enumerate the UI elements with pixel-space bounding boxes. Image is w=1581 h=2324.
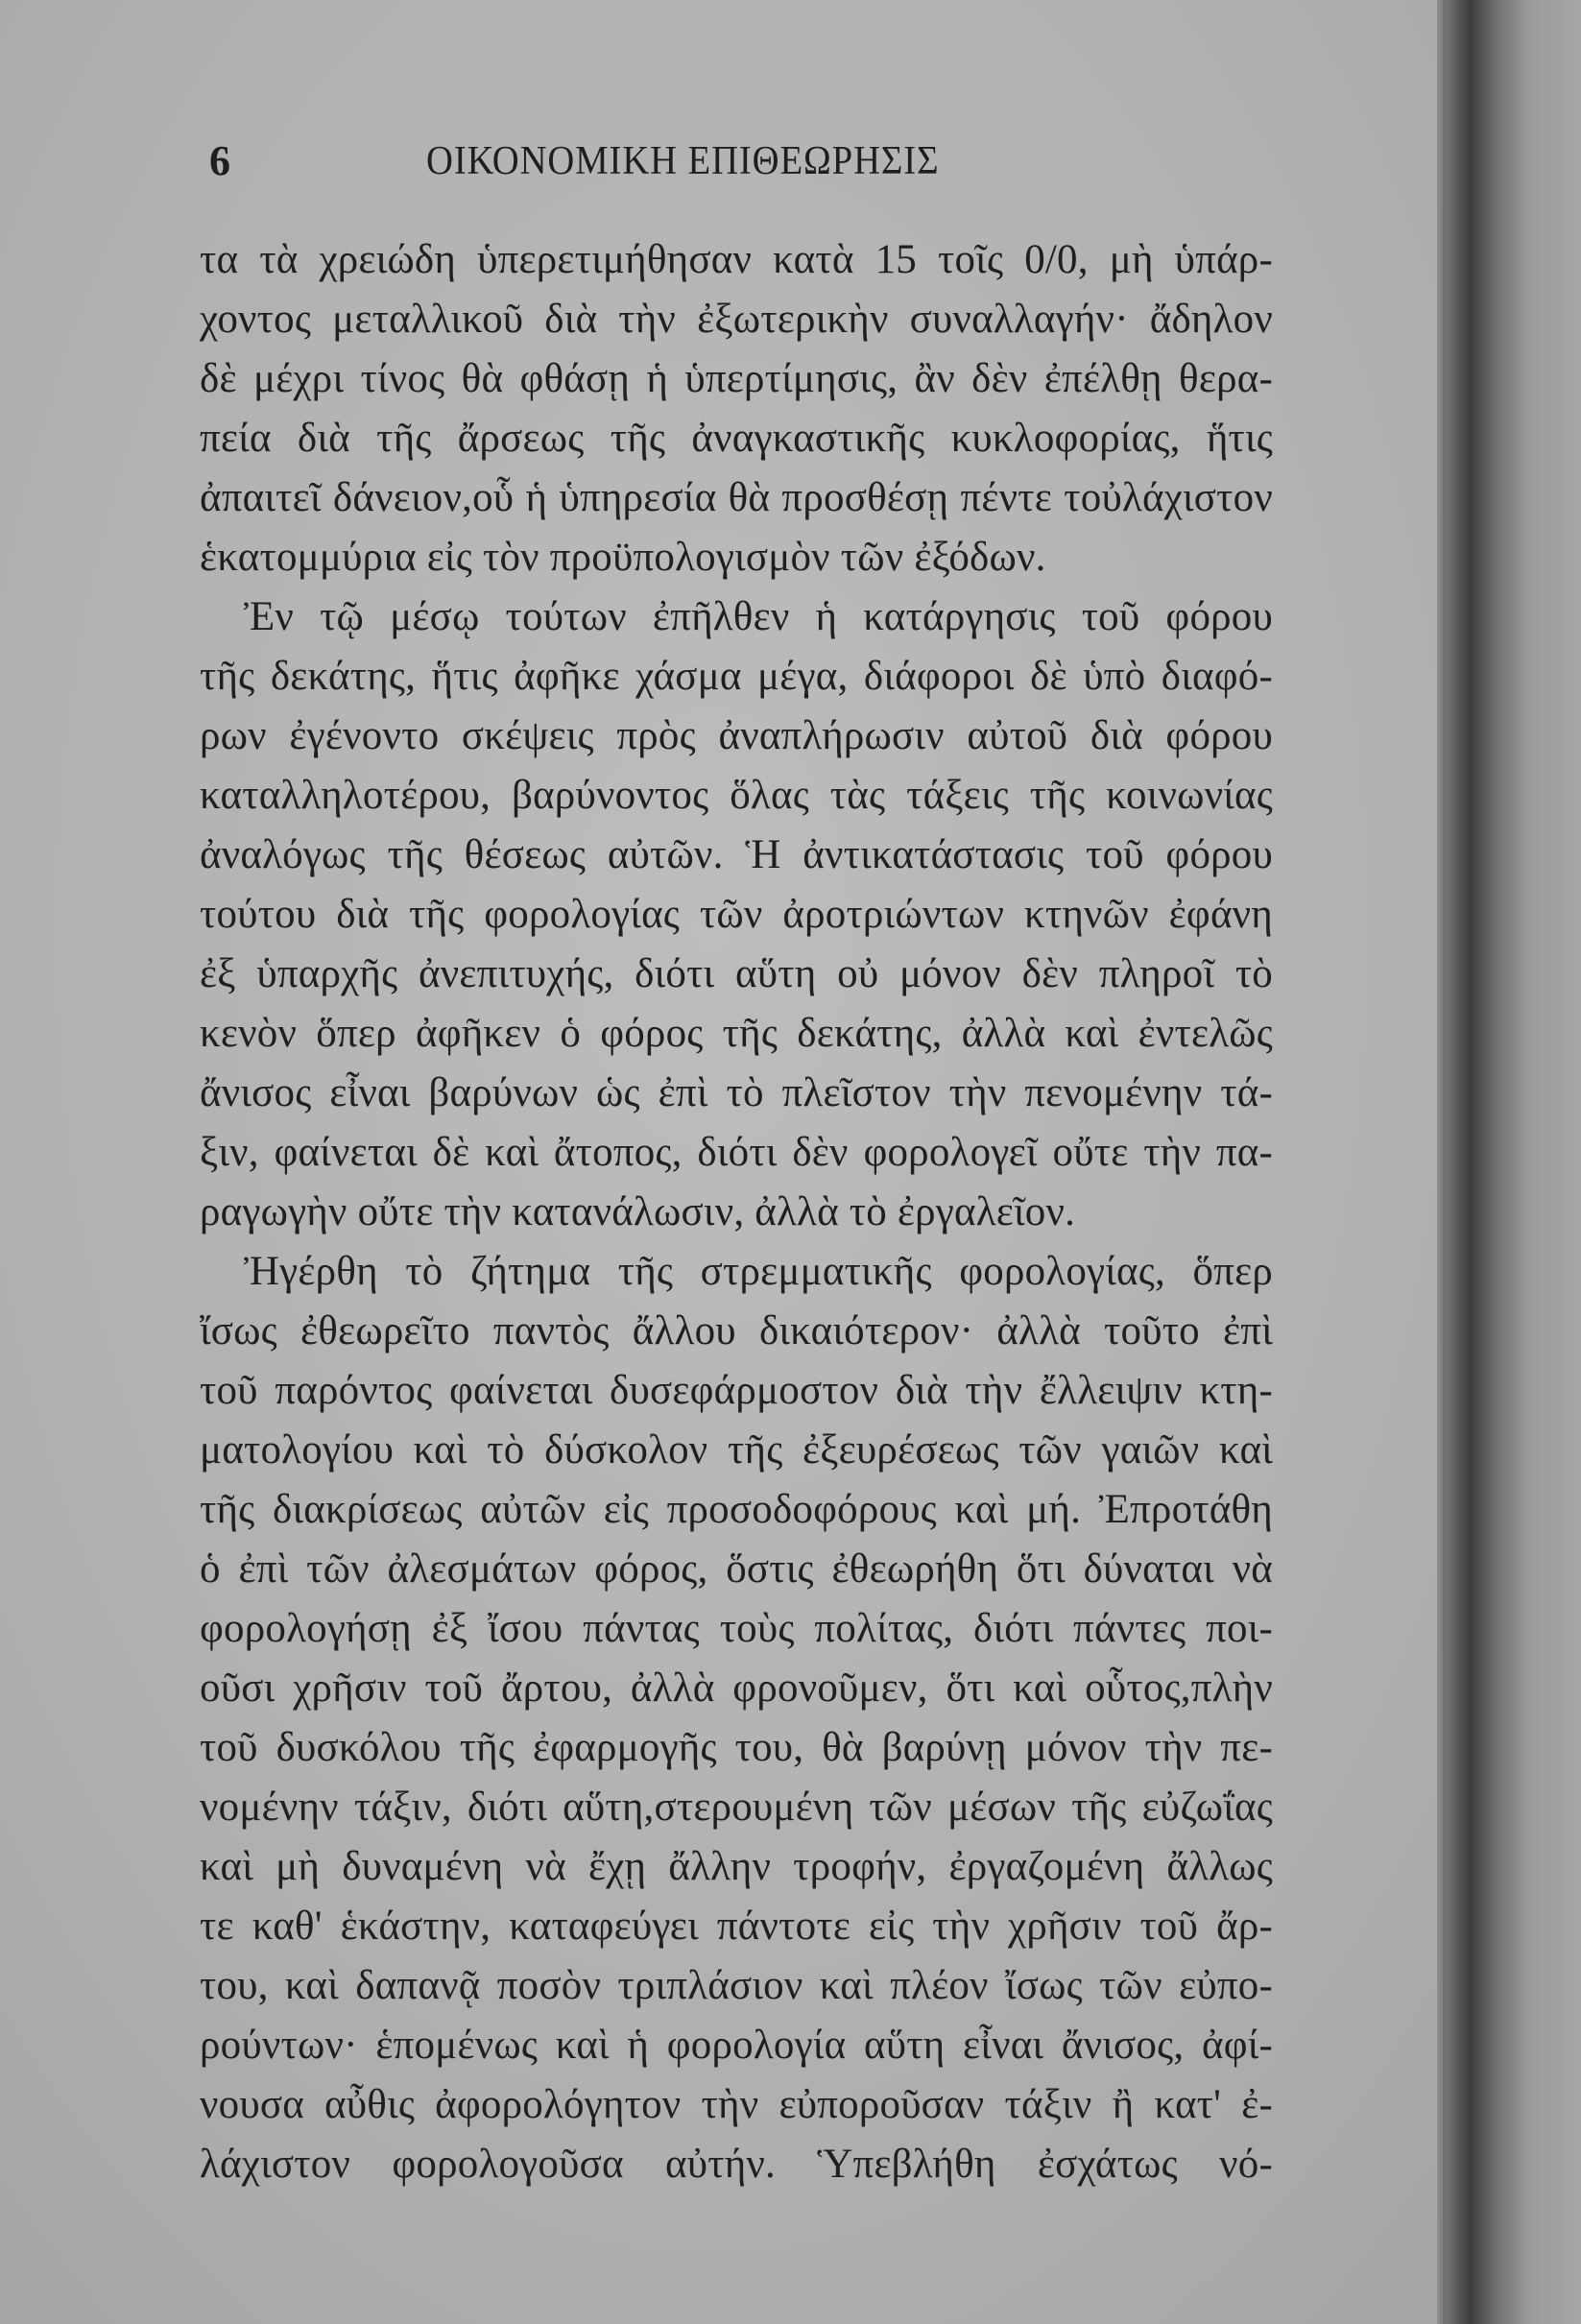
text-line: φορολογήσῃ ἐξ ἴσου πάντας τοὺς πολίτας, διότι πάντες ποι- [200,1606,1273,1651]
text-line: νουσα αὖθις ἀφορολόγητον τὴν εὐποροῦσαν τάξιν ἢ κατ' ἐ- [200,2082,1273,2127]
text-line: ἀπαιτεῖ δάνειον,οὗ ἡ ὑπηρεσία θὰ προσθέσῃ πέντε τοὐλάχιστον [200,475,1273,520]
text-line: ἐξ ὑπαρχῆς ἀνεπιτυχής, διότι αὕτη οὐ μόνον δὲν πληροῖ τὸ [200,951,1273,996]
text-line: τῆς δεκάτης, ἥτις ἀφῆκε χάσμα μέγα, διάφοροι δὲ ὑπὸ διαφό- [200,654,1273,699]
text-line: καὶ μὴ δυναμένη νὰ ἔχῃ ἄλλην τροφήν, ἐργαζομένη ἄλλως [200,1844,1273,1889]
text-line: τοῦ παρόντος φαίνεται δυσεφάρμοστον διὰ τὴν ἔλλειψιν κτη- [200,1368,1273,1413]
text-line: ἑκατομμύρια εἰς τὸν προϋπολογισμὸν τῶν ἐξόδων. [200,535,1046,580]
text-line: ἴσως ἐθεωρεῖτο παντὸς ἄλλου δικαιότερον· ἀλλὰ τοῦτο ἐπὶ [200,1308,1273,1354]
text-line: ξιν, φαίνεται δὲ καὶ ἄτοπος, διότι δὲν φορολογεῖ οὔτε τὴν πα- [200,1130,1273,1175]
text-line: κενὸν ὅπερ ἀφῆκεν ὁ φόρος τῆς δεκάτης, ἀλλὰ καὶ ἐντελῶς [200,1011,1273,1056]
page-header [209,132,1284,190]
text-line: του, καὶ δαπανᾷ ποσὸν τριπλάσιον καὶ πλέον ἴσως τῶν εὐπο- [200,1963,1273,2008]
text-line: νομένην τάξιν, διότι αὕτη,στερουμένη τῶν μέσων τῆς εὐζωΐας [200,1785,1273,1830]
text-line: ἀναλόγως τῆς θέσεως αὐτῶν. Ἡ ἀντικατάστασις τοῦ φόρου [200,832,1273,877]
text-line: ραγωγὴν οὔτε τὴν κατανάλωσιν, ἀλλὰ τὸ ἐργαλεῖον. [200,1189,1076,1234]
text-line: ἄνισος εἶναι βαρύνων ὡς ἐπὶ τὸ πλεῖστον τὴν πενομένην τά- [200,1070,1273,1115]
text-line: τα τὰ χρειώδη ὑπερετιμήθησαν κατὰ 15 τοῖς 0/0, μὴ ὑπάρ- [200,237,1273,282]
page-number: 6 [209,137,230,184]
text-line: χοντος μεταλλικοῦ διὰ τὴν ἐξωτερικὴν συναλλαγήν· ἄδηλον [200,297,1273,342]
text-line: ρων ἐγένοντο σκέψεις πρὸς ἀναπλήρωσιν αὐτοῦ διὰ φόρου [200,713,1273,758]
text-line: πεία διὰ τῆς ἄρσεως τῆς ἀναγκαστικῆς κυκλοφορίας, ἥτις [200,416,1273,461]
text-line: οῦσι χρῆσιν τοῦ ἄρτου, ἀλλὰ φρονοῦμεν, ὅτι καὶ οὗτος,πλὴν [200,1665,1273,1711]
text-line: τοῦ δυσκόλου τῆς ἐφαρμογῆς του, θὰ βαρύνῃ μόνον τὴν πε- [200,1725,1273,1770]
text-line: καταλληλοτέρου, βαρύνοντος ὅλας τὰς τάξεις τῆς κοινωνίας [200,773,1273,818]
running-head: ΟΙΚΟΝΟΜΙΚΗ ΕΠΙΘΕΩΡΗΣΙΣ [426,139,940,183]
page-binding-shadow [1437,0,1581,2324]
text-line: τῆς διακρίσεως αὐτῶν εἰς προσοδοφόρους καὶ μή. Ἐπροτάθη [200,1487,1273,1532]
text-line: δὲ μέχρι τίνος θὰ φθάσῃ ἡ ὑπερτίμησις, ἂν δὲν ἐπέλθῃ θερα- [200,356,1273,401]
body-text [200,230,1273,2194]
text-line: ὁ ἐπὶ τῶν ἀλεσμάτων φόρος, ὅστις ἐθεωρήθη ὅτι δύναται νὰ [200,1546,1273,1592]
text-line: λάχιστον φορολογοῦσα αὐτήν. Ὑπεβλήθη ἐσχάτως νό- [200,2142,1273,2187]
text-line: Ἐν τῷ μέσῳ τούτων ἐπῆλθεν ἡ κατάργησις τοῦ φόρου [244,594,1273,639]
text-line: ματολογίου καὶ τὸ δύσκολον τῆς ἐξευρέσεως τῶν γαιῶν καὶ [200,1427,1273,1473]
text-line: τούτου διὰ τῆς φορολογίας τῶν ἀροτριώντων κτηνῶν ἐφάνη [200,892,1273,937]
text-line: Ἠγέρθη τὸ ζήτημα τῆς στρεμματικῆς φορολογίας, ὅπερ [244,1249,1273,1294]
text-line: ρούντων· ἑπομένως καὶ ἡ φορολογία αὕτη εἶναι ἄνισος, ἀφί- [200,2023,1273,2068]
text-line: τε καθ' ἑκάστην, καταφεύγει πάντοτε εἰς τὴν χρῆσιν τοῦ ἄρ- [200,1904,1273,1949]
